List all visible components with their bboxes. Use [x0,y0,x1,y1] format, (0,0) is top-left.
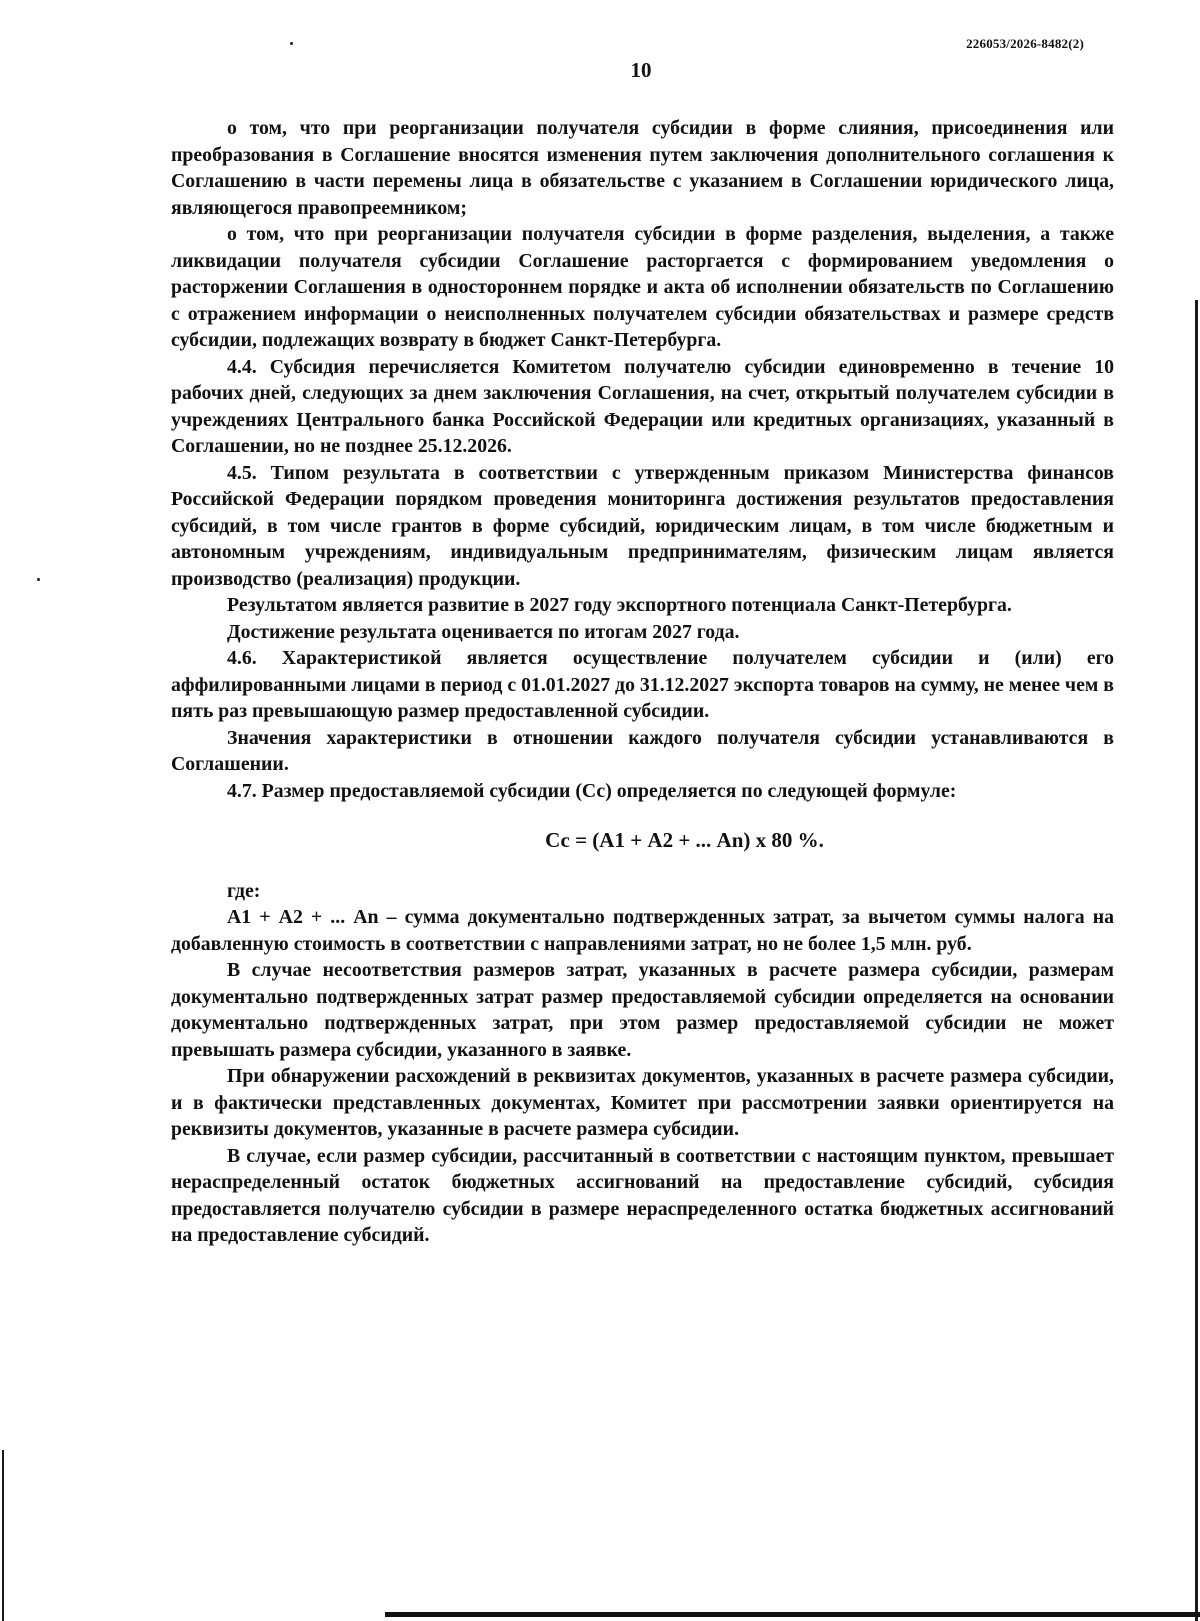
paragraph-4-4: 4.4. Субсидия перечисляется Комитетом получателю субсидии единовременно в течение 10 рабочих дней, следующих за днем заключения Соглашения, на счет, открытый получателем субсидии в учреждениях Центрального банка Российской Федерации или кредитных организациях, указанный в Соглашении, но не позднее 25.12.2026. [171,355,1114,457]
paragraph-4-7: 4.7. Размер предоставляемой субсидии (Сс) определяется по следующей формуле: [227,779,957,802]
paragraph-result-evaluation: Достижение результата оценивается по итогам 2027 года. [227,620,740,643]
paragraph-formula-definition: А1 + А2 + ... Аn – сумма документально подтвержденных затрат, за вычетом суммы налога на добавленную стоимость в соответствии с направлениями затрат, но не более 1,5 млн. руб. [171,906,1114,955]
paragraph-budget-remainder: В случае, если размер субсидии, рассчитанный в соответствии с настоящим пунктом, превышает нераспределенный остаток бюджетных ассигнований на предоставление субсидий, субсидия предоставляется получателю субсидии в размере нераспределенного остатка бюджетных ассигнований на предоставление субсидий. [171,1144,1114,1246]
subsidy-formula: Сс = (А1 + А2 + ... Аn) х 80 %. [545,828,824,852]
scan-edge-bottom [385,1612,1200,1617]
paragraph-cost-mismatch: В случае несоответствия размеров затрат, указанных в расчете размера субсидии, размерам документально подтвержденных затрат размер предоставляемой субсидии определяется на основании документально подтвержденных затрат, при этом размер предоставляемой субсидии не может превышать размера субсидии, указанного в заявке. [171,959,1114,1061]
paragraph-4-6: 4.6. Характеристикой является осуществление получателем субсидии и (или) его аффилированными лицами в период с 01.01.2027 до 31.12.2027 экспорта товаров на сумму, не менее чем в пять раз превышающую размер предоставленной субсидии. [171,647,1114,722]
scan-speck [290,42,293,45]
scan-edge-right [1195,300,1198,1621]
document-body [171,115,1114,1249]
paragraph-requisites-discrepancy: При обнаружении расхождений в реквизитах документов, указанных в расчете размера субсидии, и в фактически представленных документах, Комитет при рассмотрении заявки ориентируется на реквизиты документов, указанные в расчете размера субсидии. [171,1065,1114,1140]
paragraph-reorganization-division: о том, что при реорганизации получателя субсидии в форме разделения, выделения, а также ликвидации получателя субсидии Соглашение расторгается с формированием уведомления о расторжении Соглашения в одностороннем порядке и акта об исполнении обязательств по Соглашению с отражением информации о неисполненных получателем субсидии обязательствах и размере средств субсидии, подлежащих возврату в бюджет Санкт-Петербурга. [171,223,1114,351]
page-number: 10 [630,58,652,82]
document-registration-number: 226053/2026-8482(2) [966,36,1084,51]
paragraph-characteristic-values: Значения характеристики в отношении каждого получателя субсидии устанавливаются в Соглашении. [171,726,1114,775]
formula-where-label: где: [227,879,261,902]
paragraph-result: Результатом является развитие в 2027 году экспортного потенциала Санкт-Петербурга. [227,594,1012,616]
scan-speck [37,578,40,581]
paragraph-reorganization-merger: о том, что при реорганизации получателя субсидии в форме слияния, присоединения или преобразования в Соглашение вносятся изменения путем заключения дополнительного соглашения к Соглашению в части перемены лица в обязательстве с указанием в Соглашении юридического лица, являющегося правопреемником; [171,117,1114,219]
paragraph-4-5: 4.5. Типом результата в соответствии с утвержденным приказом Министерства финансов Российской Федерации порядком проведения мониторинга достижения результатов предоставления субсидий, в том числе грантов в форме субсидий, юридическим лицам, в том числе бюджетным и автономным учреждениям, индивидуальным предпринимателям, физическим лицам является производство (реализация) продукции. [171,461,1114,590]
scan-edge-left [2,1450,4,1621]
